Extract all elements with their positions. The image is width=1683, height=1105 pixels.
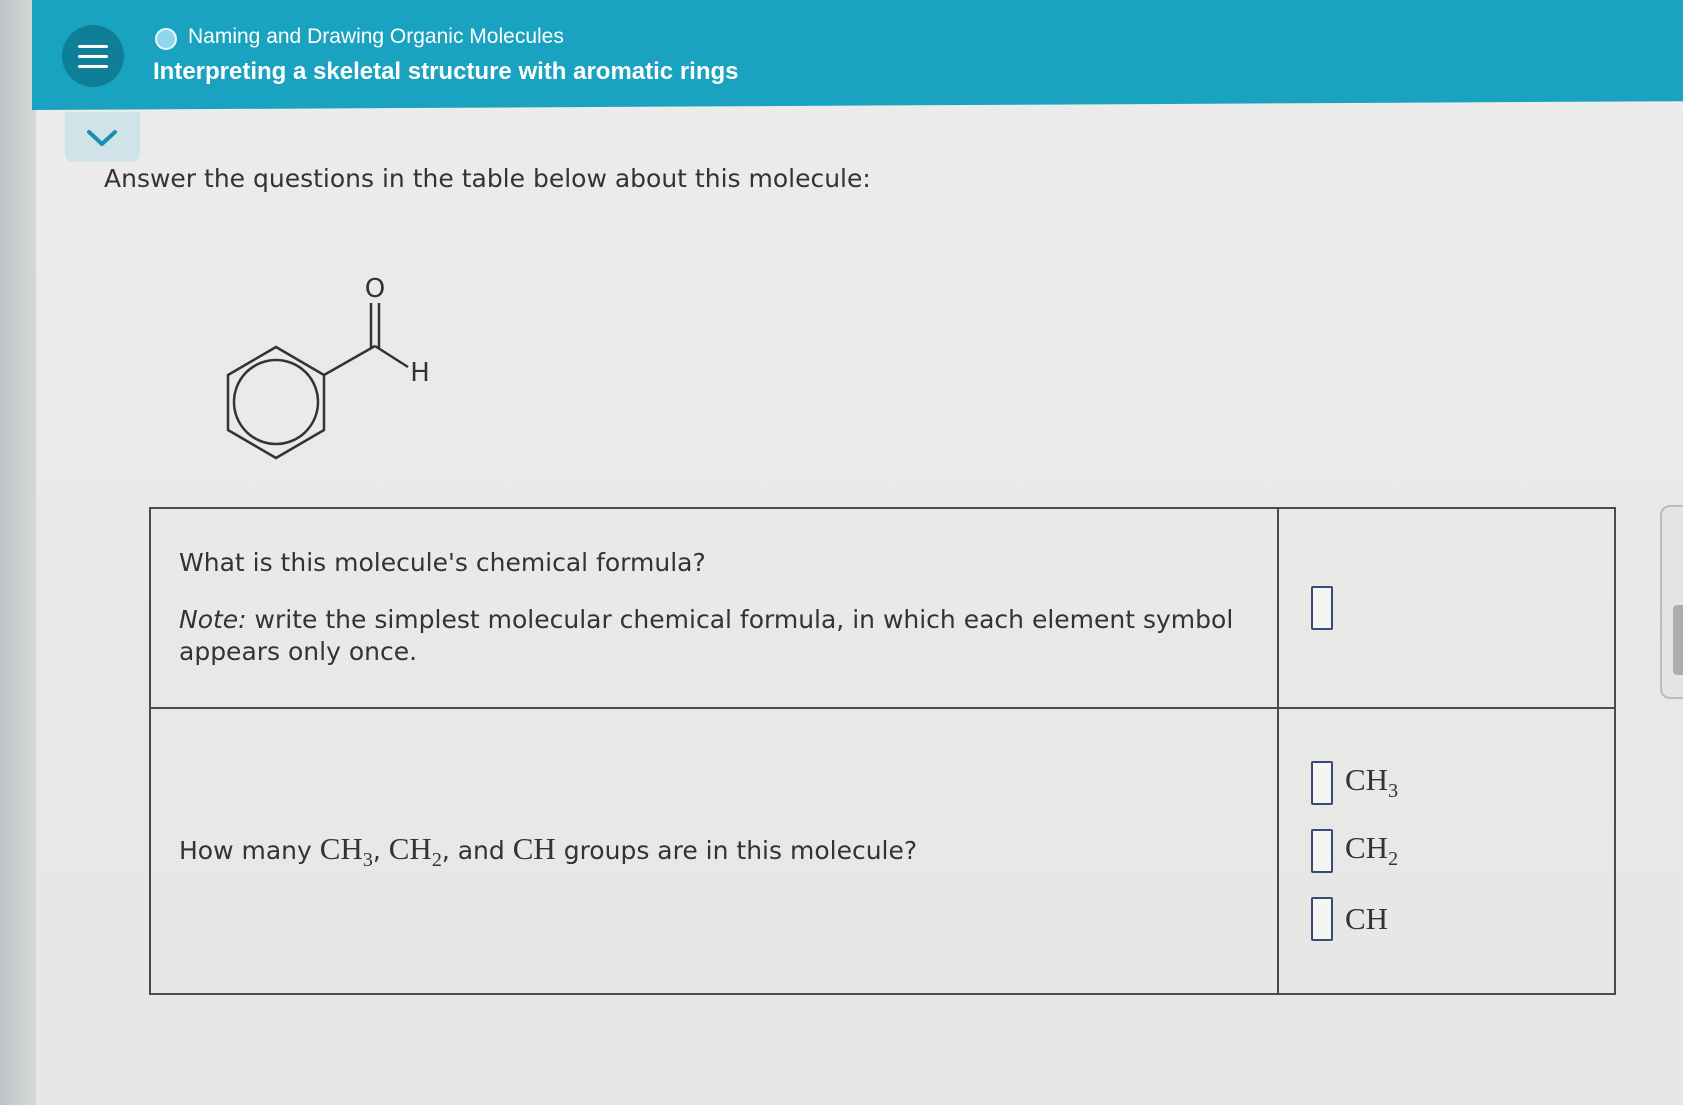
hydrogen-label: H xyxy=(410,358,430,388)
collapse-button[interactable] xyxy=(65,112,140,162)
formula-input[interactable] xyxy=(1311,586,1333,630)
ch3-label xyxy=(1345,762,1398,803)
group-ch: CH xyxy=(512,830,556,866)
ring-carbonyl-bond xyxy=(324,346,375,375)
group-subscript: 2 xyxy=(431,849,442,872)
formula-question: What is this molecule's chemical formula? xyxy=(179,548,706,578)
group-base: CH xyxy=(1345,762,1389,798)
table-row xyxy=(150,508,1615,708)
lesson-title: Interpreting a skeletal structure with aromatic rings xyxy=(153,58,739,85)
ch3-answer-row xyxy=(1311,761,1582,805)
ch3-count-input[interactable] xyxy=(1311,761,1333,805)
note-text: write the simplest molecular chemical formula, in which each element symbol appears only once. xyxy=(179,604,1234,667)
formula-note xyxy=(179,604,1249,669)
group-separator: , xyxy=(372,835,389,865)
chevron-down-icon xyxy=(65,112,140,162)
group-ch3 xyxy=(319,830,373,872)
answer-cell xyxy=(1278,708,1615,994)
answer-cell xyxy=(1278,508,1615,708)
menu-bar xyxy=(78,65,108,68)
oxygen-label: O xyxy=(364,274,386,304)
groups-question-prefix: How many xyxy=(179,835,320,865)
groups-question-suffix: groups are in this molecule? xyxy=(555,835,918,865)
question-cell xyxy=(150,708,1278,994)
note-label: Note: xyxy=(179,604,247,634)
benzene-ring xyxy=(228,347,324,458)
group-base: CH xyxy=(388,830,432,866)
group-base: CH xyxy=(1345,830,1389,866)
topic-title: Naming and Drawing Organic Molecules xyxy=(188,25,564,48)
ch2-label xyxy=(1345,830,1398,871)
aromatic-circle xyxy=(234,360,318,444)
group-base: CH xyxy=(319,830,363,866)
group-subscript: 3 xyxy=(1388,780,1399,803)
ch-count-input[interactable] xyxy=(1311,897,1333,941)
question-table xyxy=(149,507,1616,995)
hamburger-menu-icon[interactable] xyxy=(62,25,124,87)
menu-bar xyxy=(78,45,108,48)
ch-answer-row xyxy=(1311,897,1582,941)
ch2-answer-row xyxy=(1311,829,1582,873)
left-edge xyxy=(0,0,36,1105)
aldehyde-h-bond xyxy=(375,346,408,367)
question-cell xyxy=(150,508,1278,708)
menu-bar xyxy=(78,55,108,58)
table-row xyxy=(150,708,1615,994)
ch-label: CH xyxy=(1345,901,1389,936)
group-subscript: 2 xyxy=(1388,848,1399,871)
prompt-text: Answer the questions in the table below about this molecule: xyxy=(104,164,871,193)
group-ch2 xyxy=(388,830,442,872)
group-separator: , and xyxy=(441,835,513,865)
ch2-count-input[interactable] xyxy=(1311,829,1333,873)
header-bar xyxy=(32,0,1683,110)
group-subscript: 3 xyxy=(362,849,373,872)
molecule-structure xyxy=(200,265,460,480)
scrollbar-thumb[interactable] xyxy=(1673,605,1683,675)
circle-icon xyxy=(155,28,177,50)
